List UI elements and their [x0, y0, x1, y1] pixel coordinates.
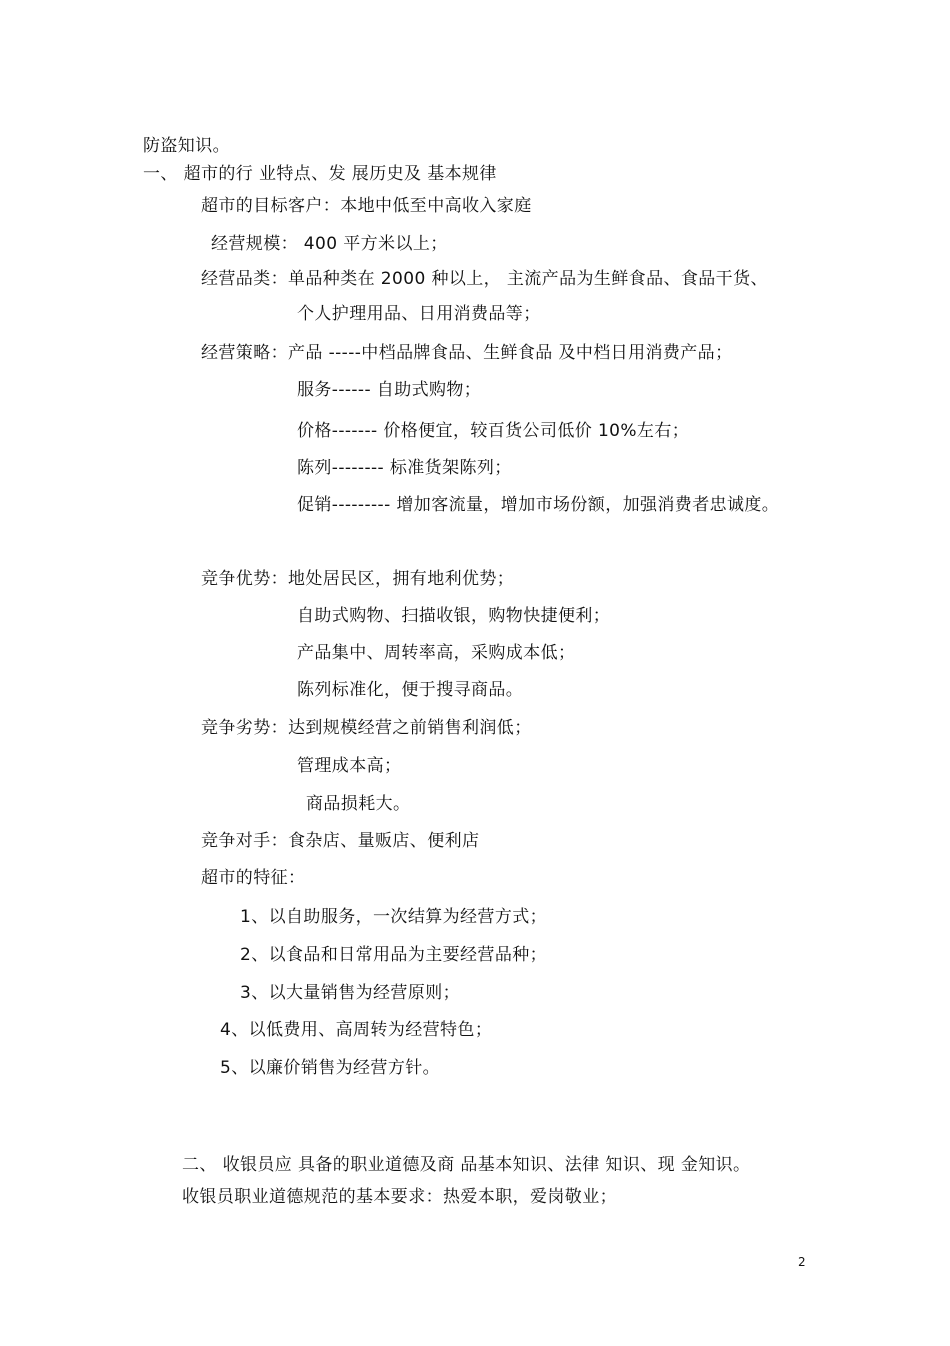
- text-line: 经营策略：产品 -----中档品牌食品、生鲜食品 及中档日用消费产品；: [201, 343, 733, 363]
- text-line: 竞争劣势：达到规模经营之前销售利润低；: [201, 718, 532, 738]
- text-line: 个人护理用品、日用消费品等；: [297, 304, 541, 324]
- section-heading: 一、 超市的行 业特点、发 展历史及 基本规律: [143, 164, 497, 184]
- text-line: 经营规模： 400 平方米以上；: [211, 234, 448, 254]
- text-line: 超市的特征：: [201, 868, 306, 888]
- list-item: 2、以食品和日常用品为主要经营品种；: [240, 945, 548, 965]
- text-line: 陈列-------- 标准货架陈列；: [297, 458, 512, 478]
- list-item: 4、以低费用、高周转为经营特色；: [220, 1020, 493, 1040]
- text-line: 陈列标准化，便于搜寻商品。: [297, 680, 524, 700]
- section-heading: 二、 收银员应 具备的职业道德及商 品基本知识、法律 知识、现 金知识。: [182, 1155, 751, 1175]
- text-line: 收银员职业道德规范的基本要求：热爱本职，爱岗敬业；: [182, 1187, 617, 1207]
- list-item: 1、以自助服务，一次结算为经营方式；: [240, 907, 548, 927]
- text-line: 产品集中、周转率高，采购成本低；: [297, 643, 576, 663]
- text-line: 服务------ 自助式购物；: [297, 380, 482, 400]
- text-line: 促销--------- 增加客流量，增加市场份额，加强消费者忠诚度。: [297, 495, 780, 515]
- text-line: 价格------- 价格便宜，较百货公司低价 10%左右；: [297, 421, 690, 441]
- text-line: 商品损耗大。: [306, 794, 411, 814]
- list-item: 3、以大量销售为经营原则；: [240, 983, 461, 1003]
- page-number: 2: [798, 1255, 806, 1269]
- text-line: 防盗知识。: [143, 136, 230, 156]
- text-line: 超市的目标客户：本地中低至中高收入家庭: [201, 196, 532, 216]
- text-line: 竞争优势：地处居民区，拥有地利优势；: [201, 569, 515, 589]
- text-line: 自助式购物、扫描收银，购物快捷便利；: [297, 606, 611, 626]
- list-item: 5、以廉价销售为经营方针。: [220, 1058, 441, 1078]
- text-line: 经营品类：单品种类在 2000 种以上， 主流产品为生鲜食品、食品干货、: [201, 269, 768, 289]
- text-line: 管理成本高；: [297, 756, 402, 776]
- text-line: 竞争对手：食杂店、量贩店、便利店: [201, 831, 480, 851]
